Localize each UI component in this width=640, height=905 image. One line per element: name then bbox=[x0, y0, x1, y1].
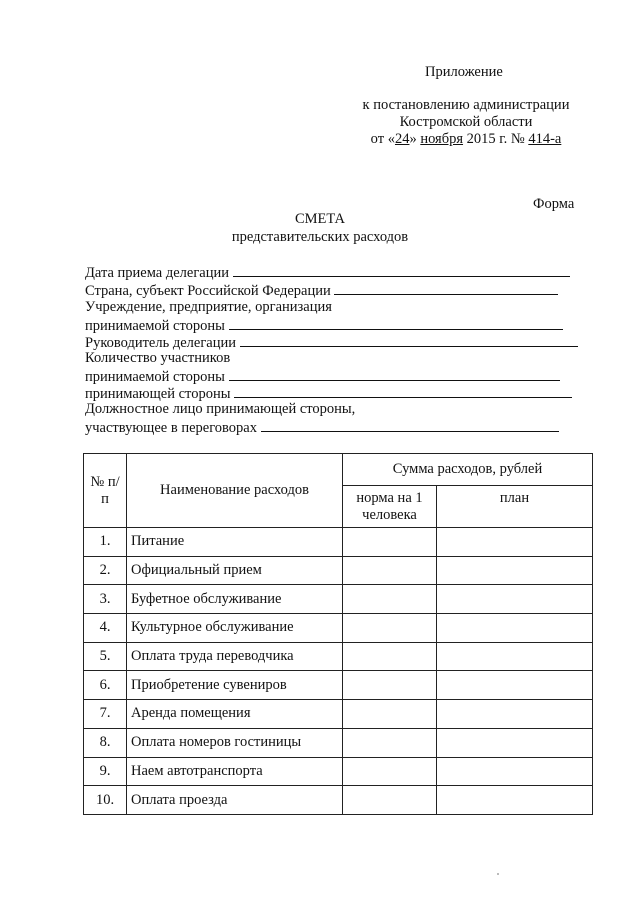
resolution-reference bbox=[350, 97, 582, 148]
field-label: принимаемой стороны bbox=[85, 318, 225, 334]
row-norm-cell[interactable] bbox=[343, 757, 437, 786]
table-row bbox=[84, 614, 593, 643]
date-prefix: от « bbox=[370, 131, 395, 147]
row-number: 8. bbox=[84, 728, 127, 757]
field-label: Дата приема делегации bbox=[85, 265, 230, 281]
field-country bbox=[85, 281, 558, 300]
header-expense-name: Наименование расходов bbox=[127, 454, 343, 528]
resolution-line-2: Костромской области bbox=[399, 114, 533, 130]
row-expense-name: Приобретение сувениров bbox=[127, 671, 343, 700]
row-expense-name: Культурное обслуживание bbox=[127, 614, 343, 643]
row-plan-cell[interactable] bbox=[437, 614, 593, 643]
resolution-line-1: к постановлению администрации bbox=[362, 97, 570, 113]
date-month: ноября bbox=[420, 131, 464, 147]
row-expense-name: Оплата труда переводчика bbox=[127, 642, 343, 671]
table-row bbox=[84, 585, 593, 614]
row-norm-cell[interactable] bbox=[343, 614, 437, 643]
row-norm-cell[interactable] bbox=[343, 786, 437, 815]
field-label: принимающей стороны bbox=[85, 386, 231, 402]
fill-line[interactable] bbox=[234, 384, 572, 398]
row-expense-name: Аренда помещения bbox=[127, 700, 343, 729]
row-norm-cell[interactable] bbox=[343, 528, 437, 557]
appendix-label: Приложение bbox=[425, 64, 503, 80]
field-label: Руководитель делегации bbox=[85, 335, 236, 351]
field-reception-date bbox=[85, 263, 570, 282]
row-plan-cell[interactable] bbox=[437, 757, 593, 786]
row-norm-cell[interactable] bbox=[343, 671, 437, 700]
expenses-table bbox=[83, 453, 593, 815]
row-expense-name: Наем автотранспорта bbox=[127, 757, 343, 786]
field-participants-line-1: Количество участников bbox=[85, 350, 231, 366]
table-row bbox=[84, 671, 593, 700]
row-plan-cell[interactable] bbox=[437, 528, 593, 557]
field-label: участвующее в переговорах bbox=[85, 420, 257, 436]
row-expense-name: Оплата проезда bbox=[127, 786, 343, 815]
row-plan-cell[interactable] bbox=[437, 642, 593, 671]
fill-line[interactable] bbox=[240, 333, 578, 347]
row-number: 3. bbox=[84, 585, 127, 614]
field-official-line-1: Должностное лицо принимающей стороны, bbox=[85, 401, 356, 417]
row-number: 2. bbox=[84, 556, 127, 585]
row-plan-cell[interactable] bbox=[437, 700, 593, 729]
header-norm-per-person: норма на 1 человека bbox=[343, 486, 437, 528]
fill-line[interactable] bbox=[229, 367, 560, 381]
row-number: 5. bbox=[84, 642, 127, 671]
date-day: 24 bbox=[394, 131, 410, 147]
row-expense-name: Питание bbox=[127, 528, 343, 557]
scan-speck bbox=[497, 873, 499, 875]
row-norm-cell[interactable] bbox=[343, 700, 437, 729]
row-plan-cell[interactable] bbox=[437, 556, 593, 585]
table-row bbox=[84, 642, 593, 671]
document-title: СМЕТА bbox=[294, 211, 346, 227]
field-institution-line-1: Учреждение, предприятие, организация bbox=[85, 299, 332, 315]
row-norm-cell[interactable] bbox=[343, 585, 437, 614]
field-official bbox=[85, 418, 559, 437]
fill-line[interactable] bbox=[229, 316, 563, 330]
row-norm-cell[interactable] bbox=[343, 728, 437, 757]
date-mid: » bbox=[409, 131, 421, 147]
row-plan-cell[interactable] bbox=[437, 585, 593, 614]
form-label: Форма bbox=[533, 196, 575, 212]
table-row bbox=[84, 700, 593, 729]
row-number: 7. bbox=[84, 700, 127, 729]
resolution-date-line bbox=[350, 131, 582, 148]
header-sum: Сумма расходов, рублей bbox=[343, 454, 593, 486]
row-expense-name: Оплата номеров гостиницы bbox=[127, 728, 343, 757]
row-number: 10. bbox=[84, 786, 127, 815]
row-number: 6. bbox=[84, 671, 127, 700]
row-plan-cell[interactable] bbox=[437, 728, 593, 757]
table-row bbox=[84, 786, 593, 815]
row-number: 1. bbox=[84, 528, 127, 557]
table-row bbox=[84, 757, 593, 786]
table-row bbox=[84, 556, 593, 585]
fill-line[interactable] bbox=[261, 418, 559, 432]
document-subtitle: представительских расходов bbox=[231, 229, 409, 245]
table-row bbox=[84, 528, 593, 557]
field-label: принимаемой стороны bbox=[85, 369, 225, 385]
row-plan-cell[interactable] bbox=[437, 786, 593, 815]
date-year: 2015 г. № bbox=[463, 131, 529, 147]
table-row bbox=[84, 728, 593, 757]
row-norm-cell[interactable] bbox=[343, 556, 437, 585]
header-number: № п/п bbox=[84, 454, 127, 528]
fill-line[interactable] bbox=[233, 263, 570, 277]
doc-number: 414-а bbox=[528, 131, 562, 147]
field-label: Страна, субъект Российской Федерации bbox=[85, 283, 331, 299]
row-number: 9. bbox=[84, 757, 127, 786]
row-number: 4. bbox=[84, 614, 127, 643]
row-expense-name: Буфетное обслуживание bbox=[127, 585, 343, 614]
header-plan: план bbox=[437, 486, 593, 528]
fill-line[interactable] bbox=[334, 281, 558, 295]
row-plan-cell[interactable] bbox=[437, 671, 593, 700]
row-norm-cell[interactable] bbox=[343, 642, 437, 671]
row-expense-name: Официальный прием bbox=[127, 556, 343, 585]
